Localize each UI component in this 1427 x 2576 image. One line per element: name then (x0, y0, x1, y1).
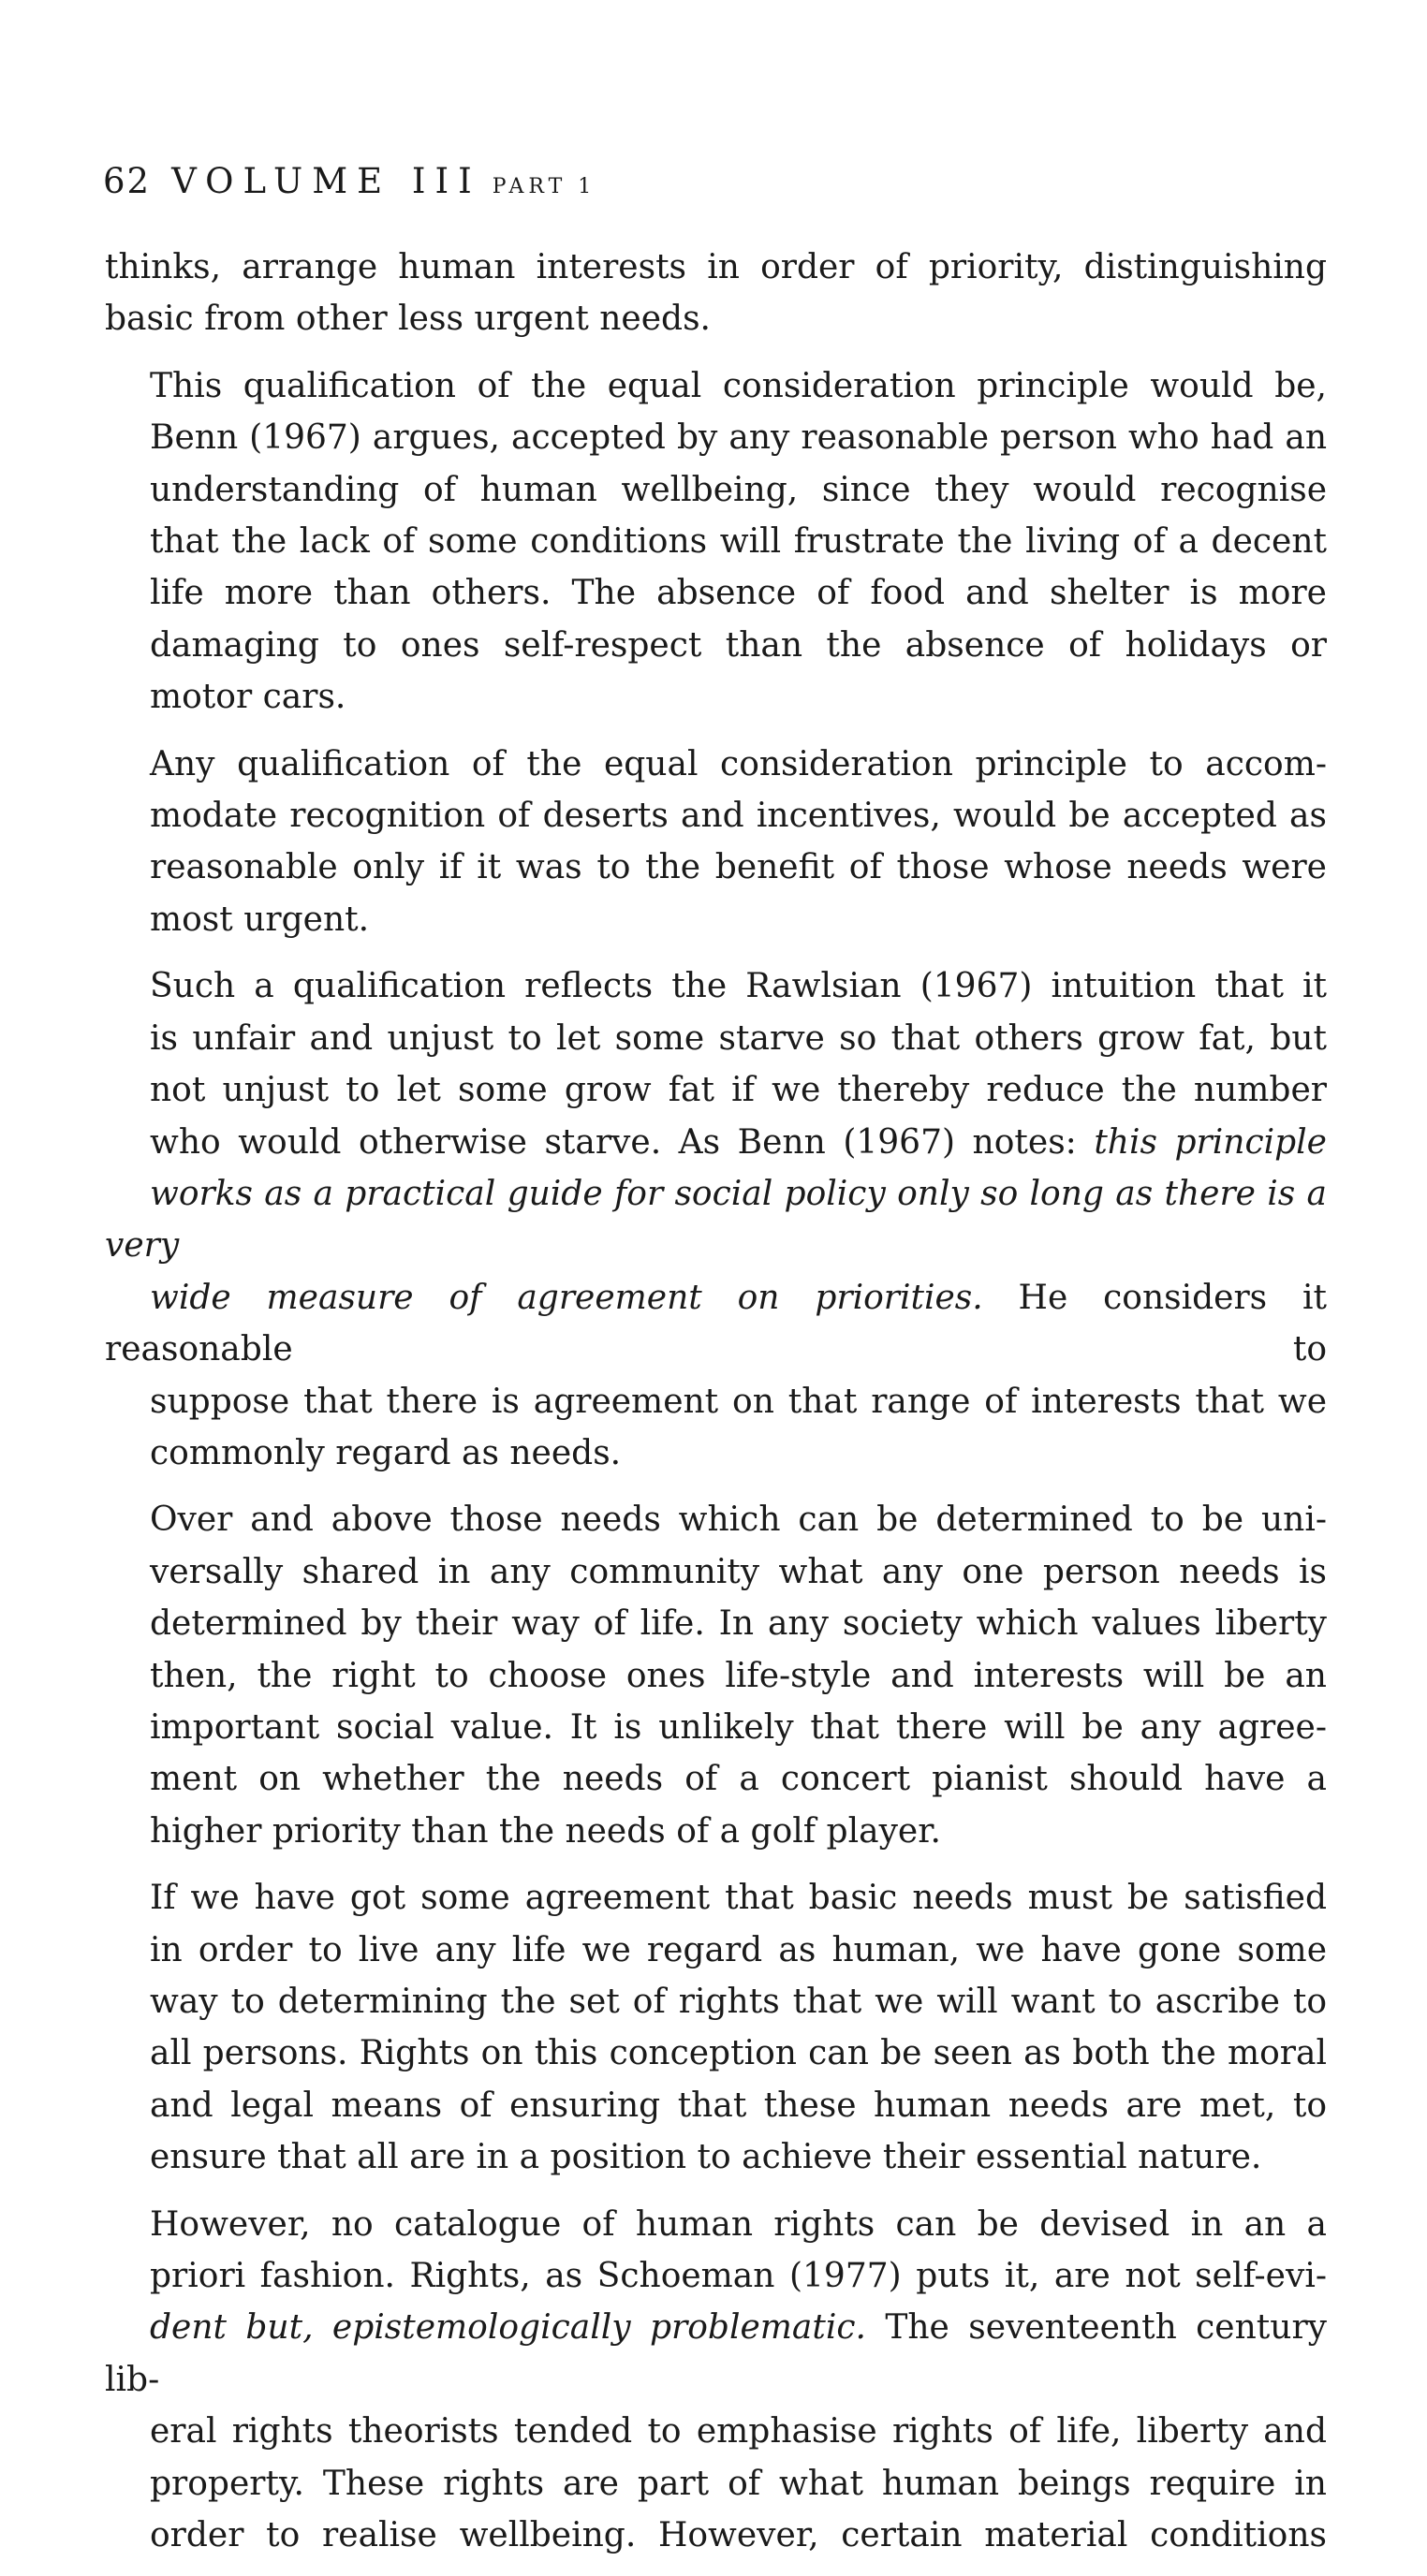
paragraph-7 (105, 2199, 1327, 2562)
page-number: 62 (103, 161, 152, 201)
text-line: is unfair and unjust to let some starve so that others grow fat, but (150, 1018, 1327, 1058)
paragraph-5 (105, 1494, 1327, 1857)
quotation-italic: works as a practical guide for social policy only so long as there is a very (105, 1174, 1327, 1266)
text-line: order to realise wellbeing. However, certain material conditions (150, 2516, 1327, 2555)
text-line (105, 1117, 1327, 1168)
text-line (105, 2302, 1327, 2406)
text-line: thinks, arrange human interests in order of priority, distinguishing (105, 248, 1327, 286)
text-line: not unjust to let some grow fat if we thereby reduce the number (150, 1071, 1327, 1110)
text-line: priori fashion. Rights, as Schoeman (1977) puts it, are not self-evi- (150, 2257, 1327, 2296)
text-line: in order to live any life we regard as human, we have gone some (150, 1930, 1327, 1969)
paragraph-3 (105, 739, 1327, 946)
volume-label: VOLUME III (171, 161, 481, 201)
text-line: basic from other less urgent needs. (105, 300, 711, 339)
text-line: all persons. Rights on this conception can be seen as both the moral (150, 2034, 1327, 2073)
paragraph-2 (105, 360, 1327, 724)
text-line: Any qualification of the equal consideration principle to accom- (150, 744, 1327, 783)
text-line: higher priority than the needs of a golf player. (150, 1811, 941, 1851)
text-line (105, 1168, 1327, 1272)
text-line: motor cars. (150, 678, 346, 717)
text-line: Over and above those needs which can be determined to be uni- (150, 1500, 1327, 1540)
body-text (105, 242, 1327, 2576)
paragraph-4 (105, 960, 1327, 1479)
text-line: damaging to ones self-respect than the absence of holidays or (150, 625, 1327, 665)
paragraph-6 (105, 1872, 1327, 2183)
text-line: ment on whether the needs of a concert pianist should have a (150, 1760, 1327, 1799)
text-line: commonly regard as needs. (150, 1433, 622, 1472)
text-line: determined by their way of life. In any society which values liberty (150, 1604, 1327, 1644)
text-line: then, the right to choose ones life-style and interests will be an (150, 1656, 1327, 1695)
text-line: that the lack of some conditions will frustrate the living of a decent (150, 522, 1327, 562)
text-line: way to determining the set of rights that we will want to ascribe to (150, 1983, 1327, 2021)
text-line: However, no catalogue of human rights can be devised in an a (150, 2204, 1327, 2244)
text-line: and legal means of ensuring that these human needs are met, to (150, 2086, 1327, 2125)
text-line: If we have got some agreement that basic needs must be satisfied (150, 1879, 1327, 1918)
text-line: Such a qualification reflects the Rawlsian (1967) intuition that it (150, 967, 1327, 1006)
text-line (105, 1272, 1327, 1376)
text-line: versally shared in any community what any one person needs is (150, 1552, 1327, 1591)
text-run: who would otherwise starve. As Benn (1967) notes: (150, 1122, 1095, 1162)
part-label: PART 1 (492, 175, 596, 198)
text-line: most urgent. (150, 900, 370, 939)
running-head (103, 159, 596, 210)
text-run: He considers it reasonable to (105, 1278, 1327, 1369)
quotation-italic: this principle (1094, 1122, 1327, 1162)
quotation-italic: wide measure of agreement on priorities. (150, 1278, 983, 1317)
paragraph-1 (105, 242, 1327, 345)
text-line: Benn (1967) argues, accepted by any reasonable person who had an (150, 418, 1327, 458)
text-line: This qualification of the equal consideration principle would be, (150, 366, 1327, 405)
text-line: reasonable only if it was to the benefit of those whose needs were (150, 848, 1327, 887)
text-line: suppose that there is agreement on that range of interests that we (150, 1382, 1327, 1421)
text-line: modate recognition of deserts and incentives, would be accepted as (150, 797, 1327, 836)
quotation-italic: dent but, epistemologically problematic. (150, 2308, 866, 2348)
text-line: property. These rights are part of what human beings require in (150, 2464, 1327, 2503)
text-line: understanding of human wellbeing, since they would recognise (150, 470, 1327, 509)
text-line: life more than others. The absence of food and shelter is more (150, 574, 1327, 613)
text-run: The seventeenth century lib- (105, 2308, 1327, 2399)
text-line: ensure that all are in a position to achieve their essential nature. (150, 2138, 1262, 2177)
text-line: eral rights theorists tended to emphasise rights of life, liberty and (150, 2412, 1327, 2452)
text-line: important social value. It is unlikely that there will be any agree- (150, 1707, 1327, 1747)
